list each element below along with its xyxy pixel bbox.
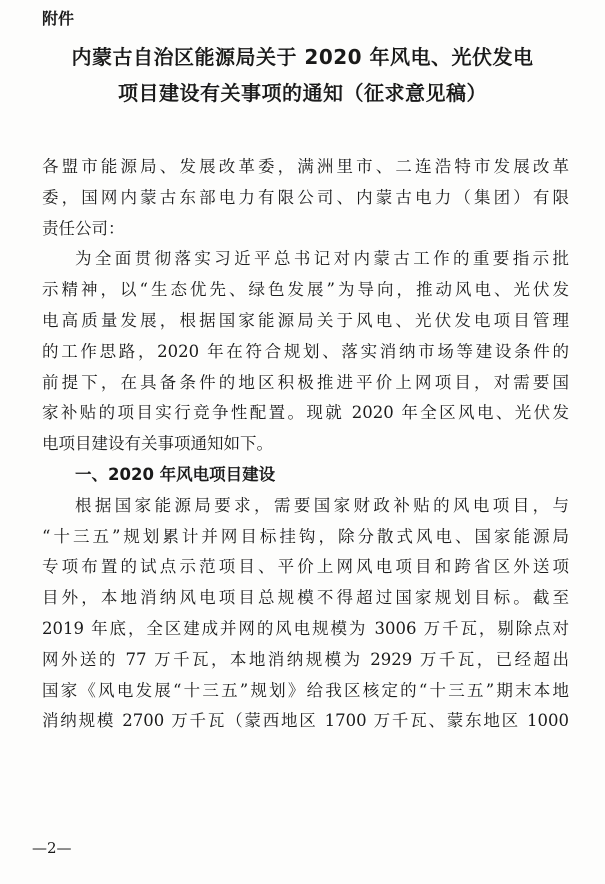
body-line: 前提下，在具备条件的地区积极推进平价上网项目，对需要国 [42,372,569,392]
page-number: —2— [32,839,72,857]
body-line: 责任公司： [42,218,125,238]
body-line: 示精神，以“生态优先、绿色发展”为导向，推动风电、光伏发 [42,280,569,300]
section-heading-wind: 一、2020 年风电项目建设 [75,464,276,484]
body-line: 为全面贯彻落实习近平总书记对内蒙古工作的重要指示批 [75,249,569,269]
body-line: 电高质量发展，根据国家能源局关于风电、光伏发电项目管理 [42,310,569,330]
document-title-line-2: 项目建设有关事项的通知（征求意见稿） [118,81,487,105]
body-line: 消纳规模 2700 万千瓦（蒙西地区 1700 万千瓦、蒙东地区 1000 [42,711,569,731]
body-line: 目外，本地消纳风电项目总规模不得超过国家规划目标。截至 [42,588,569,608]
body-line: “十三五”规划累计并网目标挂钩，除分散式风电、国家能源局 [42,526,569,546]
document-body [42,152,569,737]
body-line: 委，国网内蒙古东部电力有限公司、内蒙古电力（集团）有限 [42,187,569,207]
body-line: 各盟市能源局、发展改革委，满洲里市、二连浩特市发展改革 [42,157,569,176]
body-line: 家补贴的项目实行竞争性配置。现就 2020 年全区风电、光伏发 [42,403,569,423]
body-line: 根据国家能源局要求，需要国家财政补贴的风电项目，与 [75,495,569,515]
body-line: 2019 年底，全区建成并网的风电规模为 3006 万千瓦，剔除点对 [42,618,569,638]
attachment-label: 附件 [42,9,75,28]
body-line: 电项目建设有关事项通知如下。 [42,434,273,454]
body-line: 网外送的 77 万千瓦，本地消纳规模为 2929 万千瓦，已经超出 [42,649,569,669]
document-title-line-1: 内蒙古自治区能源局关于 2020 年风电、光伏发电 [71,45,534,69]
body-line: 的工作思路，2020 年在符合规划、落实消纳市场等建设条件的 [42,341,569,361]
body-line: 专项布置的试点示范项目、平价上网风电项目和跨省区外送项 [42,557,569,577]
body-line: 国家《风电发展“十三五”规划》给我区核定的“十三五”期末本地 [42,680,569,700]
